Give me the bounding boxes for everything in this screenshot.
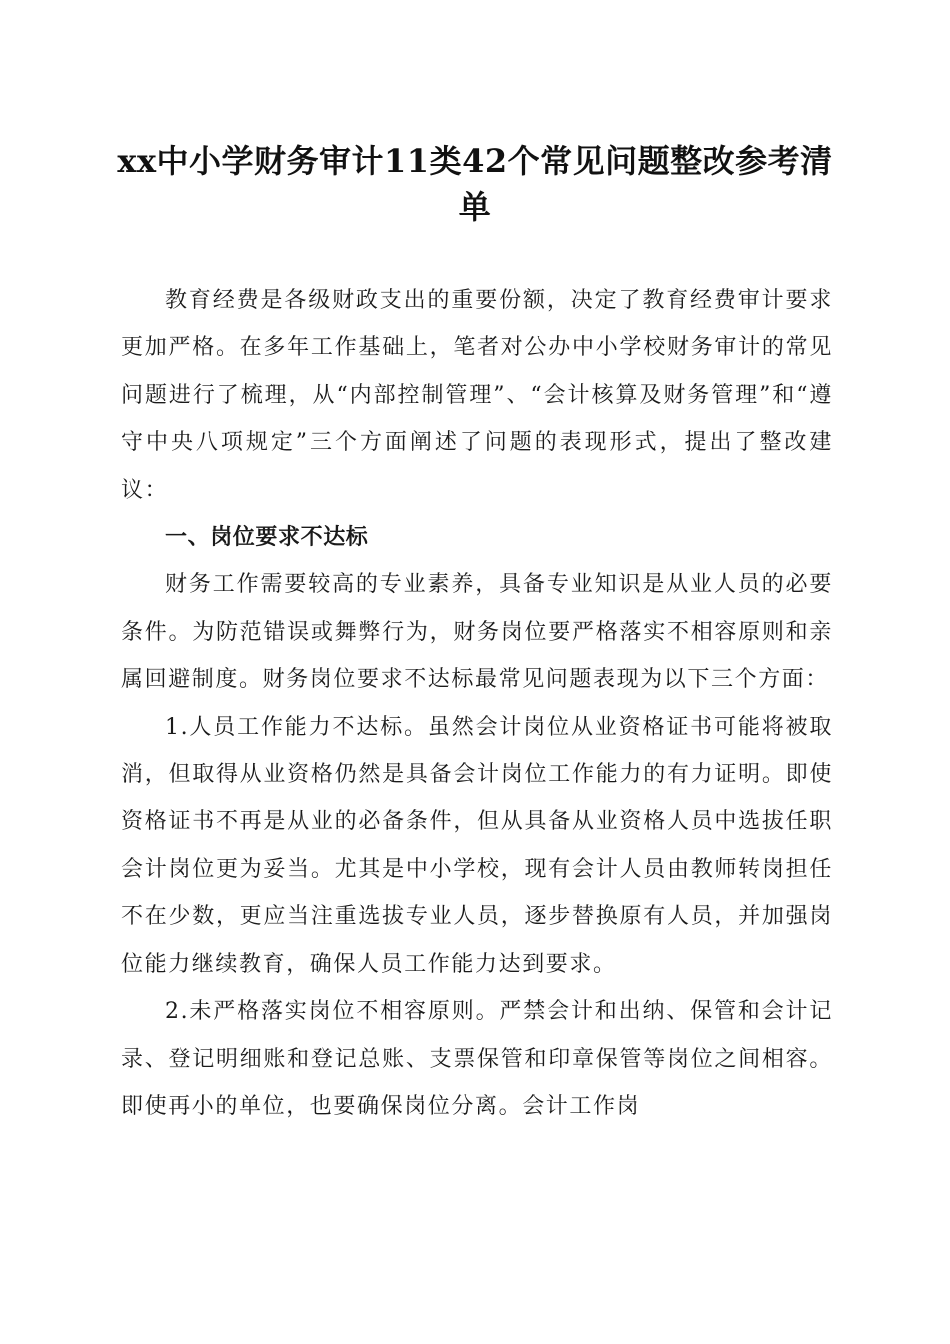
section-heading: 一、岗位要求不达标 [165, 525, 369, 551]
list-item-paragraph: 1.人员工作能力不达标。虽然会计岗位从业资格证书可能将被取消，但取得从业资格仍然是具备会计岗位工作能力的有力证明。即使资格证书不再是从业的必备条件，但从具备从业资格人员中选拔任职会计岗位更为妥当。尤其是中小学校，现有会计人员由教师转岗担任不在少数，更应当注重选拔专业人员，逐步替换原有人员，并加强岗位能力继续教育，确保人员工作能力达到要求。 [121, 714, 833, 977]
document-title: xx中小学财务审计11类42个常见问题整改参考清单 [117, 142, 833, 226]
body-paragraph: 财务工作需要较高的专业素养，具备专业知识是从业人员的必要条件。为防范错误或舞弊行为，财务岗位要严格落实不相容原则和亲属回避制度。财务岗位要求不达标最常见问题表现为以下三个方面： [121, 572, 833, 693]
intro-paragraph: 教育经费是各级财政支出的重要份额，决定了教育经费审计要求更加严格。在多年工作基础上，笔者对公办中小学校财务审计的常见问题进行了梳理，从“内部控制管理”、“会计核算及财务管理”和“遵守中央八项规定”三个方面阐述了问题的表现形式，提出了整改建议： [121, 288, 833, 503]
list-item-paragraph: 2.未严格落实岗位不相容原则。严禁会计和出纳、保管和会计记录、登记明细账和登记总账、支票保管和印章保管等岗位之间相容。即使再小的单位，也要确保岗位分离。会计工作岗 [121, 999, 833, 1119]
document-body [121, 277, 833, 1130]
